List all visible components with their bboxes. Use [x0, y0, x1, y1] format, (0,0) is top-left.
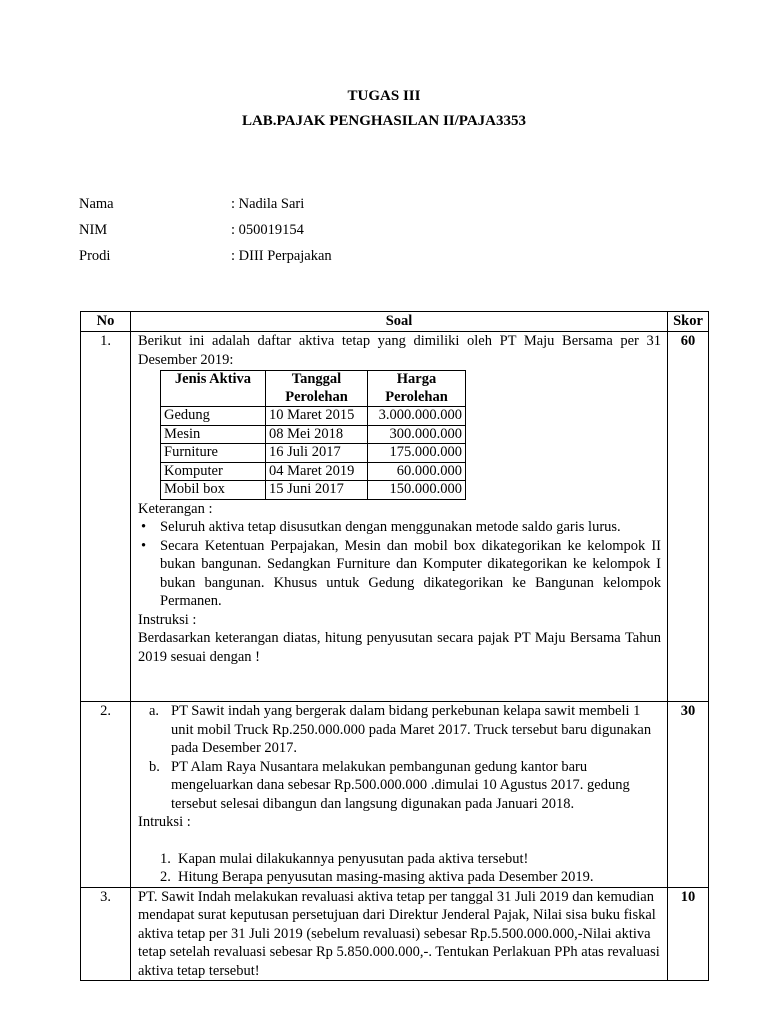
asset-header-tanggal: Tanggal Perolehan: [266, 371, 368, 407]
list-item-text: Secara Ketentuan Perpajakan, Mesin dan mobil box dikategorikan ke kelompok II bukan bangunan. Sedangkan Furniture dan Komputer dikategorikan ke kelompok I bukan bangunan. Khusus untuk Gedung dikategorikan ke Bangunan kelompok Permanen.: [160, 537, 661, 609]
q1-instruksi-label: Instruksi :: [138, 611, 197, 628]
question-score: 60: [668, 332, 709, 702]
student-nim-value: : 050019154: [231, 222, 304, 238]
list-item: [138, 850, 661, 869]
question-content: [131, 887, 668, 981]
question-row-2: [81, 702, 709, 888]
questions-header-row: [81, 312, 709, 332]
asset-tanggal: 16 Juli 2017: [266, 444, 368, 463]
student-prodi-value: : DIII Perpajakan: [231, 248, 332, 264]
question-no: 2.: [81, 702, 131, 888]
list-item-text: Hitung Berapa penyusutan masing-masing aktiva pada Desember 2019.: [178, 869, 594, 885]
spacer: [138, 832, 661, 850]
q2-case-list: [138, 702, 661, 813]
asset-header-harga: Harga Perolehan: [368, 371, 466, 407]
question-no: 1.: [81, 332, 131, 702]
list-item: [138, 518, 661, 537]
student-nim-label: NIM: [79, 222, 108, 238]
doc-title: TUGAS III: [347, 88, 421, 104]
asset-row: [161, 425, 466, 444]
asset-jenis: Mesin: [161, 425, 266, 444]
asset-row: [161, 444, 466, 463]
asset-table: [160, 370, 466, 500]
q1-intro: Berikut ini adalah daftar aktiva tetap yang dimiliki oleh PT Maju Bersama per 31 Desember 2019:: [138, 333, 661, 368]
q1-keterangan-label: Keterangan :: [138, 500, 213, 517]
asset-tanggal: 08 Mei 2018: [266, 425, 368, 444]
question-row-1: [81, 332, 709, 702]
asset-harga: 3.000.000.000: [368, 407, 466, 426]
asset-tanggal: 15 Juni 2017: [266, 481, 368, 500]
asset-jenis: Furniture: [161, 444, 266, 463]
asset-header-jenis: Jenis Aktiva: [161, 371, 266, 407]
q1-instruksi-text: Berdasarkan keterangan diatas, hitung penyusutan secara pajak PT Maju Bersama Tahun 2019 sesuai dengan !: [138, 630, 661, 665]
list-marker: b.: [149, 758, 160, 775]
header-no: No: [81, 312, 131, 332]
list-item: [138, 702, 661, 758]
bullet-icon: •: [141, 537, 147, 554]
asset-header-row: [161, 371, 466, 407]
question-score: 10: [668, 887, 709, 981]
student-name-value: : Nadila Sari: [231, 196, 305, 212]
list-item-text: PT Alam Raya Nusantara melakukan pembangunan gedung kantor baru mengeluarkan dana sebesar Rp.500.000.000 .dimulai 10 Agustus 2017. gedung tersebut selesai dibangun dan langsung digunakan pada Januari 2018.: [171, 758, 630, 812]
list-marker: 2.: [160, 869, 171, 885]
student-prodi-label: Prodi: [79, 248, 111, 264]
asset-tanggal: 10 Maret 2015: [266, 407, 368, 426]
header-soal: Soal: [131, 312, 668, 332]
list-item-text: Seluruh aktiva tetap disusutkan dengan menggunakan metode saldo garis lurus.: [160, 519, 621, 535]
bullet-icon: •: [141, 519, 147, 535]
header-skor: Skor: [668, 312, 709, 332]
list-item: [138, 758, 661, 814]
question-no: 3.: [81, 887, 131, 981]
asset-row: [161, 407, 466, 426]
list-marker: 1.: [160, 850, 171, 867]
doc-subtitle: LAB.PAJAK PENGHASILAN II/PAJA3353: [241, 113, 527, 129]
list-item: [138, 868, 661, 887]
list-marker: a.: [149, 703, 160, 719]
asset-row: [161, 481, 466, 500]
student-name-label: Nama: [79, 196, 114, 212]
list-item-text: Kapan mulai dilakukannya penyusutan pada aktiva tersebut!: [178, 850, 529, 867]
asset-harga: 60.000.000: [368, 462, 466, 481]
q2-instruksi-label: Intruksi :: [138, 814, 191, 830]
question-content: [131, 332, 668, 702]
asset-jenis: Mobil box: [161, 481, 266, 500]
q3-text: PT. Sawit Indah melakukan revaluasi aktiva tetap per tanggal 31 Juli 2019 dan kemudian mendapat surat keputusan persetujuan dari Direktur Jenderal Pajak, Nilai sisa buku fiskal aktiva tetap per 31 Juli 2019 (sebelum revaluasi) sebesar Rp.5.500.000.000,-Nilai aktiva tetap setelah revaluasi sebesar Rp 5.850.000.000,-. Tentukan Perlakuan PPh atas revaluasi aktiva tetap tersebut!: [138, 888, 660, 979]
question-score: 30: [668, 702, 709, 888]
q2-task-list: [138, 850, 661, 887]
question-content: [131, 702, 668, 888]
asset-harga: 300.000.000: [368, 425, 466, 444]
asset-row: [161, 462, 466, 481]
asset-harga: 175.000.000: [368, 444, 466, 463]
asset-harga: 150.000.000: [368, 481, 466, 500]
question-row-3: [81, 887, 709, 981]
asset-jenis: Gedung: [161, 407, 266, 426]
questions-table: [80, 311, 709, 981]
asset-jenis: Komputer: [161, 462, 266, 481]
list-item: [138, 537, 661, 611]
list-item-text: PT Sawit indah yang bergerak dalam bidang perkebunan kelapa sawit membeli 1 unit mobil Truck Rp.250.000.000 pada Maret 2017. Truck tersebut baru digunakan pada Desember 2017.: [171, 703, 652, 756]
q1-bullet-list: [138, 518, 661, 611]
asset-tanggal: 04 Maret 2019: [266, 462, 368, 481]
